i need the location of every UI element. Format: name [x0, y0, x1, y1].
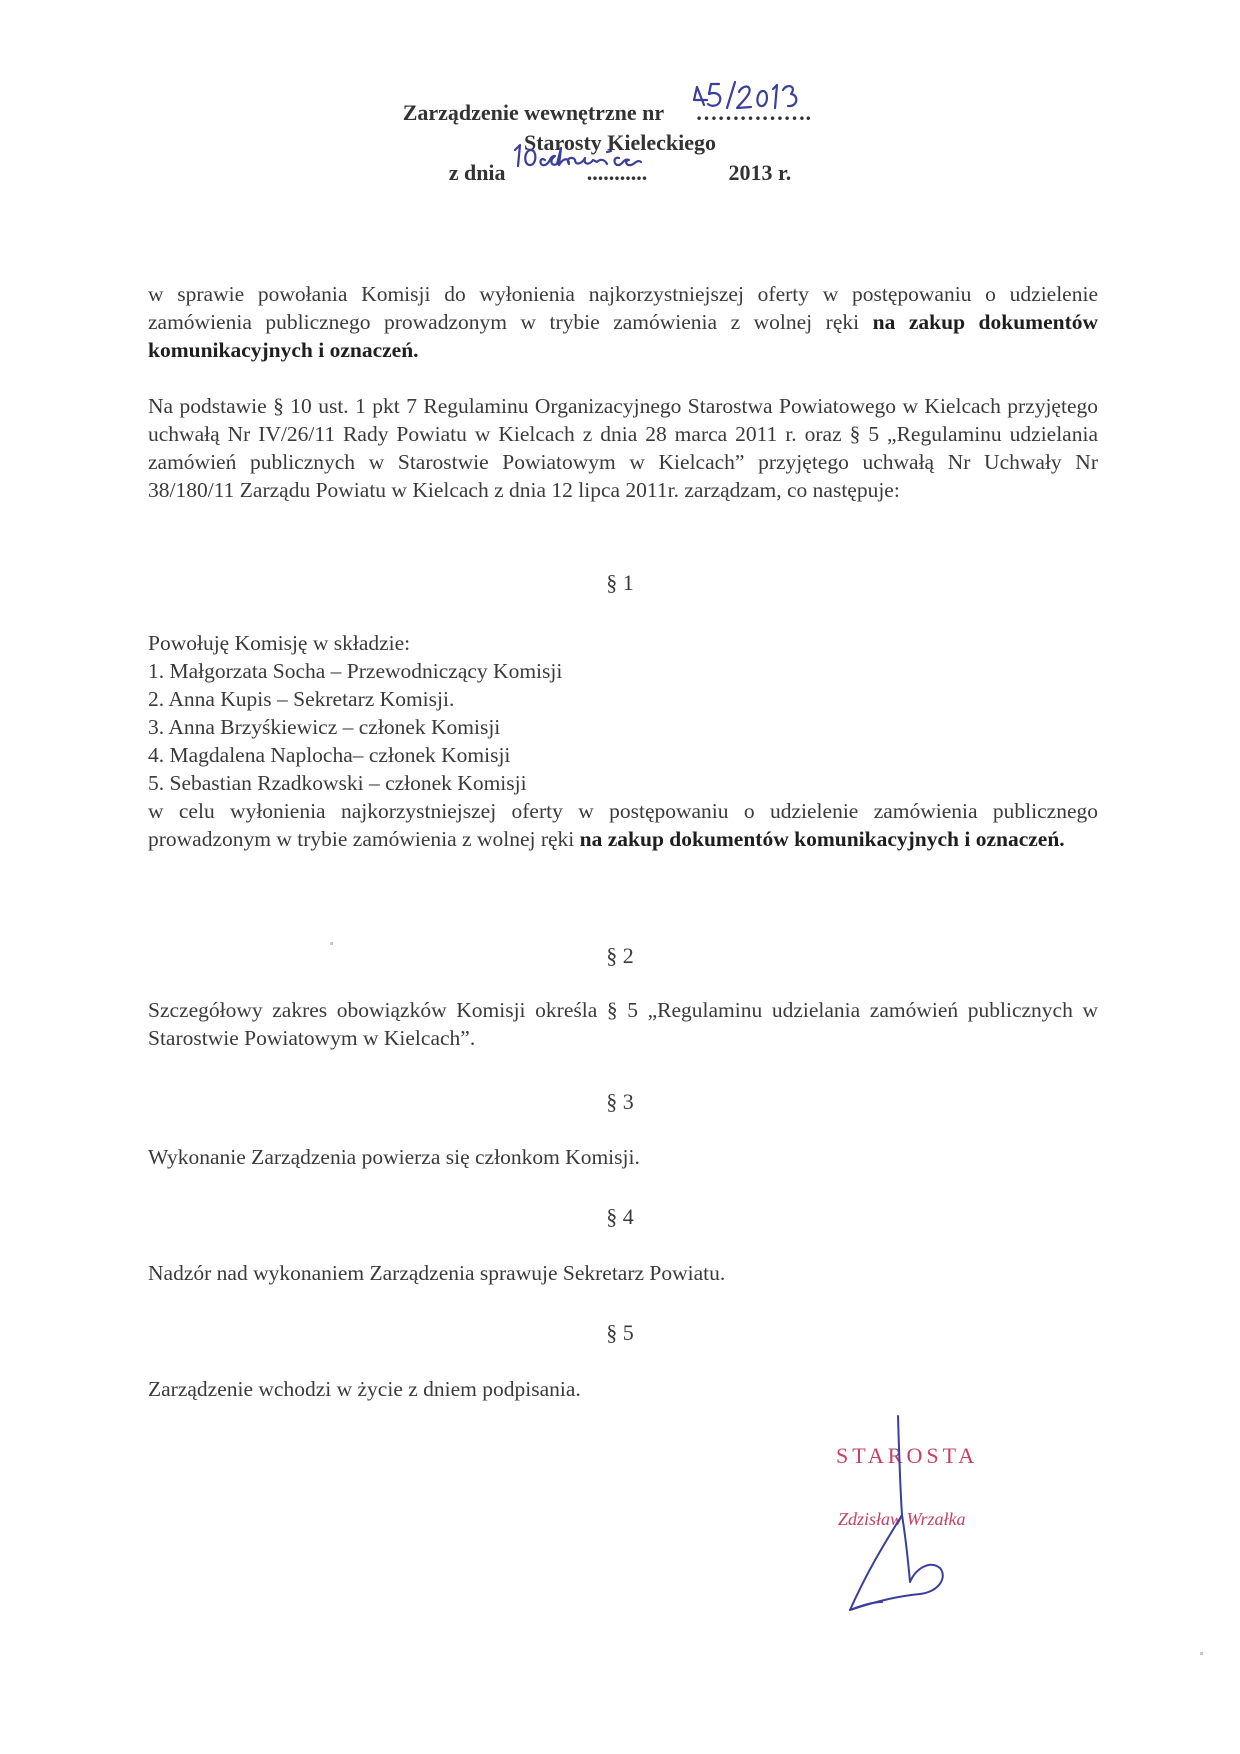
section-4-heading: § 4 [606, 1204, 634, 1229]
subject-paragraph [148, 280, 1098, 364]
date-dots: ........... [586, 160, 648, 185]
stamp-title: STAROSTA [836, 1443, 979, 1468]
handwritten-date-strokes [511, 138, 723, 178]
issuer-line: Starosty Kieleckiego [523, 130, 717, 155]
section-2-text: Szczegółowy zakres obowiązków Komisji określa § 5 „Regulaminu udzielania zamówień publicznych w Starostwie Powiatowym w Kielcach”. [148, 998, 1098, 1050]
list-item: 3. Anna Brzyśkiewicz – członek Komisji [148, 715, 501, 739]
date-prefix: z dnia [448, 160, 506, 185]
subject-bold: na zakup dokumentów komunikacyjnych i oznaczeń. [148, 310, 1099, 362]
list-item: 5. Sebastian Rzadkowski – członek Komisji [148, 771, 527, 795]
legal-basis-paragraph: Na podstawie § 10 ust. 1 pkt 7 Regulaminu Organizacyjnego Starostwa Powiatowego w Kielcach przyjętego uchwałą Nr IV/26/11 Rady Powiatu w Kielcach z dnia 28 marca 2011 r. oraz § 5 „Regulaminu udzielania zamówień publicznych w Starostwie Powiatowym w Kielcach” przyjętego uchwałą Nr Uchwały Nr 38/180/11 Zarządu Powiatu w Kielcach z dnia 12 lipca 2011r. zarządzam, co następuje: [148, 394, 1098, 502]
section-5-heading: § 5 [606, 1320, 634, 1345]
purpose-bold: na zakup dokumentów komunikacyjnych i oznaczeń. [579, 827, 1065, 851]
signature-stamp-block [820, 1410, 1020, 1630]
section-5-text: Zarządzenie wchodzi w życie z dniem podpisania. [148, 1377, 581, 1401]
subject-text: w sprawie powołania Komisji do wyłonienia najkorzystniejszej oferty w postępowaniu o udzielenie zamówienia publicznego prowadzonym w trybie zamówienia z wolnej ręki [148, 282, 1098, 334]
handwritten-date [511, 158, 723, 184]
committee-intro: Powołuję Komisję w składzie: [148, 631, 411, 655]
section-3-heading: § 3 [606, 1089, 634, 1114]
handwritten-number-strokes [669, 78, 837, 118]
committee-purpose [148, 797, 1098, 853]
scan-speck [330, 942, 333, 945]
stamp-name: Zdzisław Wrzałka [838, 1509, 966, 1529]
committee-member-list [148, 657, 1098, 797]
order-title: Zarządzenie wewnętrzne nr [402, 100, 664, 125]
year-suffix: 2013 r. [728, 160, 792, 185]
order-number-dots: ……………. [695, 100, 812, 125]
section-1-body [148, 629, 1098, 853]
list-item: 2. Anna Kupis – Sekretarz Komisji. [148, 687, 455, 711]
section-1-heading: § 1 [606, 570, 634, 595]
document-header [0, 98, 1240, 188]
order-number-line [0, 98, 1240, 128]
handwritten-signature [820, 1410, 1020, 1630]
purpose-text: w celu wyłonienia najkorzystniejszej oferty w postępowaniu o udzielenie zamówienia publicznego prowadzonym w trybie zamówienia z wolnej ręki [148, 799, 1098, 851]
list-item: 1. Małgorzata Socha – Przewodniczący Komisji [148, 659, 563, 683]
section-3-text: Wykonanie Zarządzenia powierza się członkom Komisji. [148, 1145, 640, 1169]
list-item: 4. Magdalena Naplocha– członek Komisji [148, 743, 511, 767]
date-line [0, 158, 1240, 188]
section-2-heading: § 2 [606, 943, 634, 968]
handwritten-order-number [669, 98, 837, 124]
section-4-text: Nadzór nad wykonaniem Zarządzenia sprawuje Sekretarz Powiatu. [148, 1261, 726, 1285]
scan-speck [1200, 1652, 1203, 1655]
